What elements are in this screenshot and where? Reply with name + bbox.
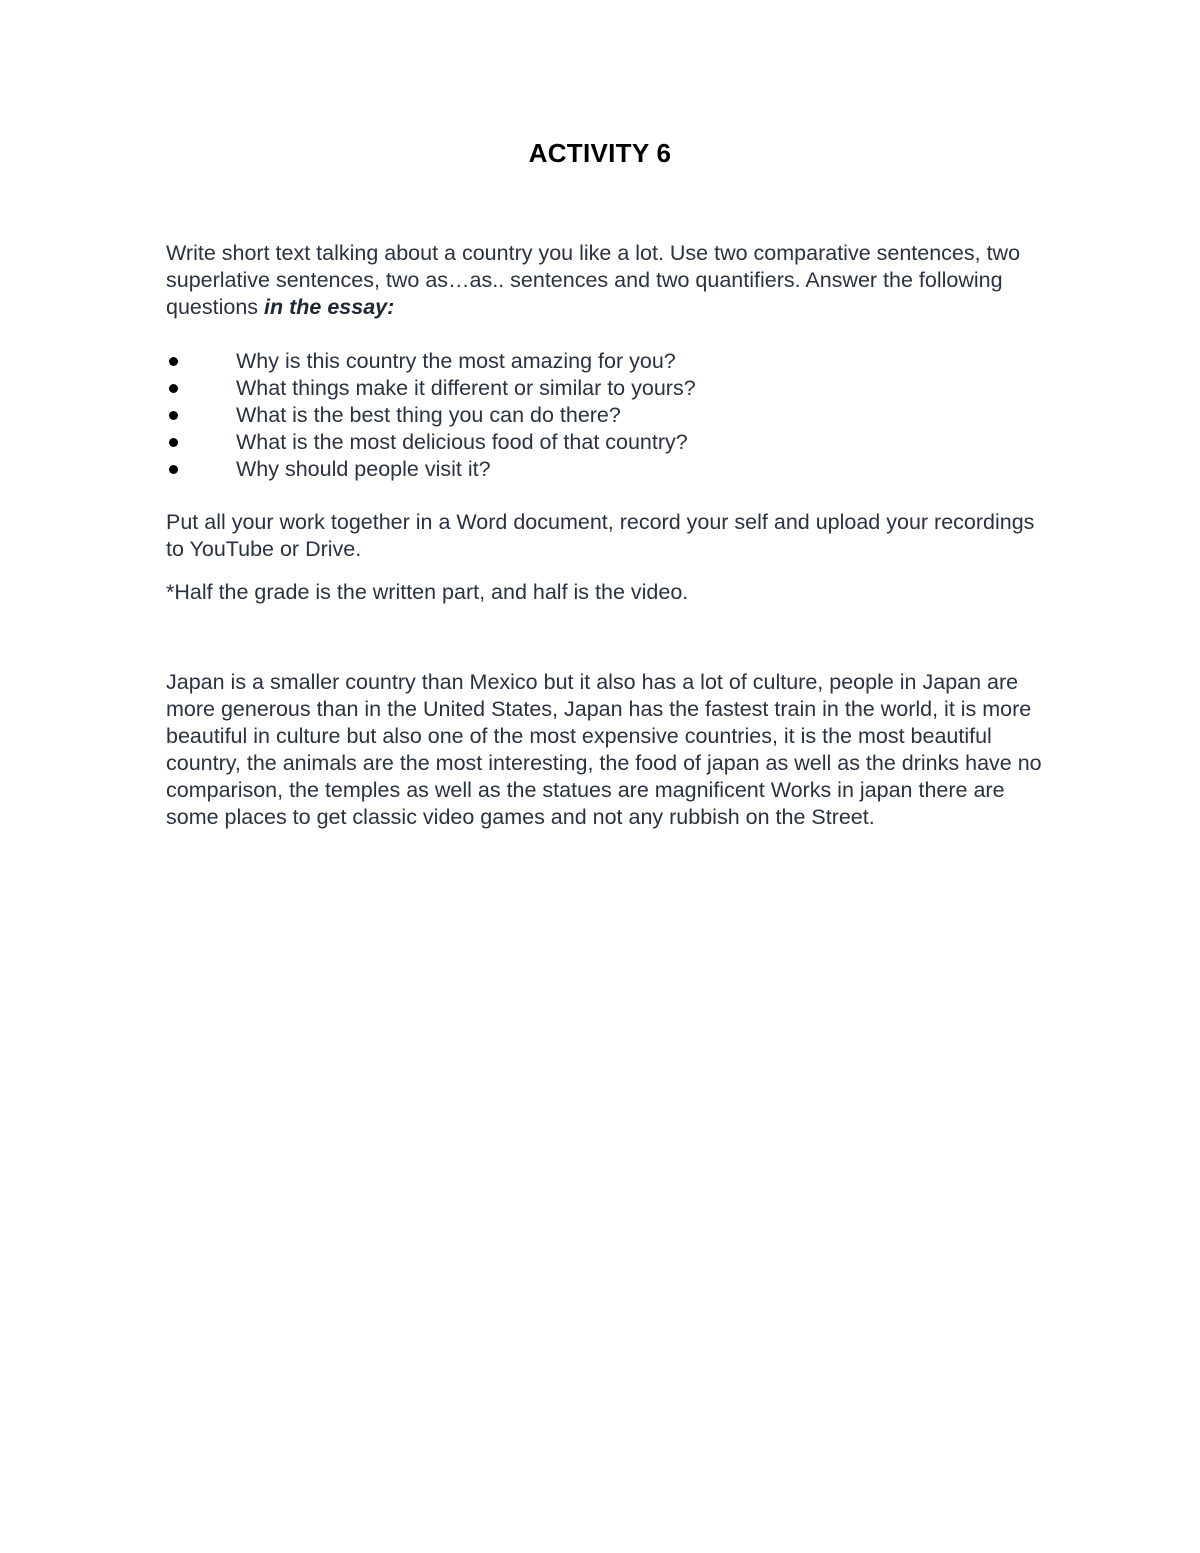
list-item <box>166 429 1046 456</box>
essay-paragraph: Japan is a smaller country than Mexico but it also has a lot of culture, people in Japan are more generous than in the United States, Japan has the fastest train in the world, it is more beautiful in culture but also one of the most expensive countries, it is the most beautiful country, the animals are the most interesting, the food of japan as well as the drinks have no comparison, the temples as well as the statues are magnificent Works in japan there are some places to get classic video games and not any rubbish on the Street. <box>166 670 1042 829</box>
bullet-icon <box>169 465 178 474</box>
question-text: Why is this country the most amazing for you? <box>236 349 676 373</box>
question-text: What things make it different or similar to yours? <box>236 376 696 400</box>
list-item <box>166 456 1046 483</box>
intro-text: Write short text talking about a country you like a lot. Use two comparative sentences, two superlative sentences, two as…as.. sentences and two quantifiers. Answer the following questions <box>166 241 1021 319</box>
question-text: What is the best thing you can do there? <box>236 403 621 427</box>
bullet-icon <box>169 357 178 366</box>
question-text: What is the most delicious food of that country? <box>236 430 688 454</box>
grade-note: *Half the grade is the written part, and half is the video. <box>166 580 689 604</box>
bullet-icon <box>169 438 178 447</box>
intro-emphasis: in the essay: <box>264 295 395 319</box>
bullet-icon <box>169 384 178 393</box>
document-body <box>166 240 1046 831</box>
list-item <box>166 375 1046 402</box>
intro-paragraph <box>166 240 1046 321</box>
question-text: Why should people visit it? <box>236 457 491 481</box>
instructions-paragraph: Put all your work together in a Word document, record your self and upload your recordings to YouTube or Drive. <box>166 510 1035 561</box>
list-item <box>166 348 1046 375</box>
list-item <box>166 402 1046 429</box>
question-list <box>166 348 1046 483</box>
page-title: ACTIVITY 6 <box>528 138 672 168</box>
bullet-icon <box>169 411 178 420</box>
